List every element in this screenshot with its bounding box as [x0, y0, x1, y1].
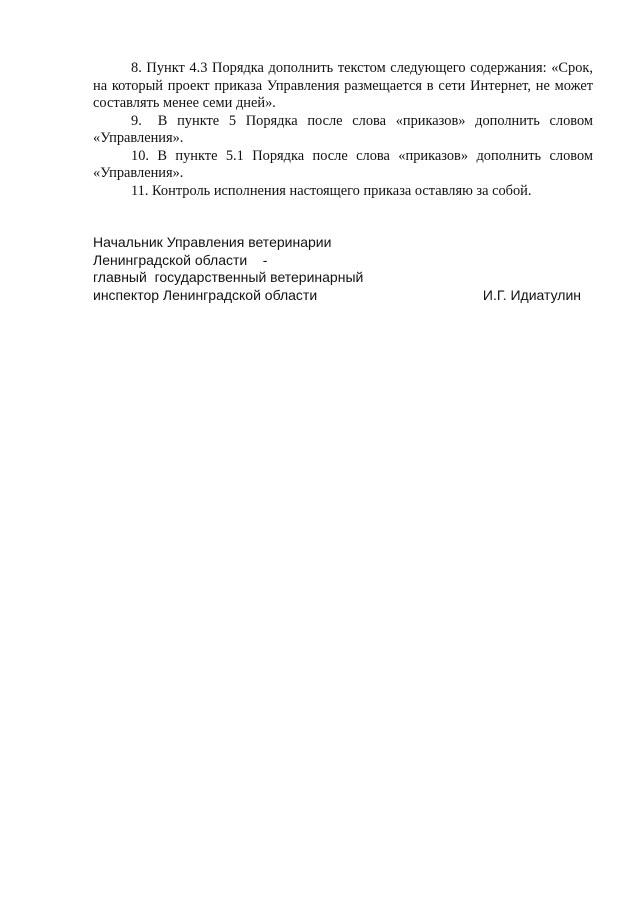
signature-title-line-1: Начальник Управления ветеринарии: [93, 234, 332, 250]
document-body: [93, 60, 593, 200]
paragraph-9-text: В пункте 5 Порядка после слова «приказов» дополнить словом «Управления».: [93, 112, 593, 146]
signature-title-line-3: главный государственный ветеринарный: [93, 269, 364, 285]
paragraph-11: 11. Контроль исполнения настоящего приказа оставляю за собой.: [131, 182, 532, 199]
signature-last-row: [93, 287, 593, 305]
paragraph-9-number: 9.: [131, 112, 142, 129]
paragraph-10: 10. В пункте 5.1 Порядка после слова «приказов» дополнить словом «Управления».: [93, 147, 593, 181]
paragraph-8: 8. Пункт 4.3 Порядка дополнить текстом следующего содержания: «Срок, на который проект приказа Управления размещается в сети Интернет, не может составлять менее семи дней».: [93, 60, 593, 111]
signature-title-line-2: Ленинградской области -: [93, 251, 268, 268]
paragraph-9: [93, 113, 593, 148]
signature-block: [93, 234, 593, 304]
signature-title-line-4: инспектор Ленинградской области: [93, 286, 318, 303]
signatory-name: И.Г. Идиатулин: [482, 286, 581, 303]
